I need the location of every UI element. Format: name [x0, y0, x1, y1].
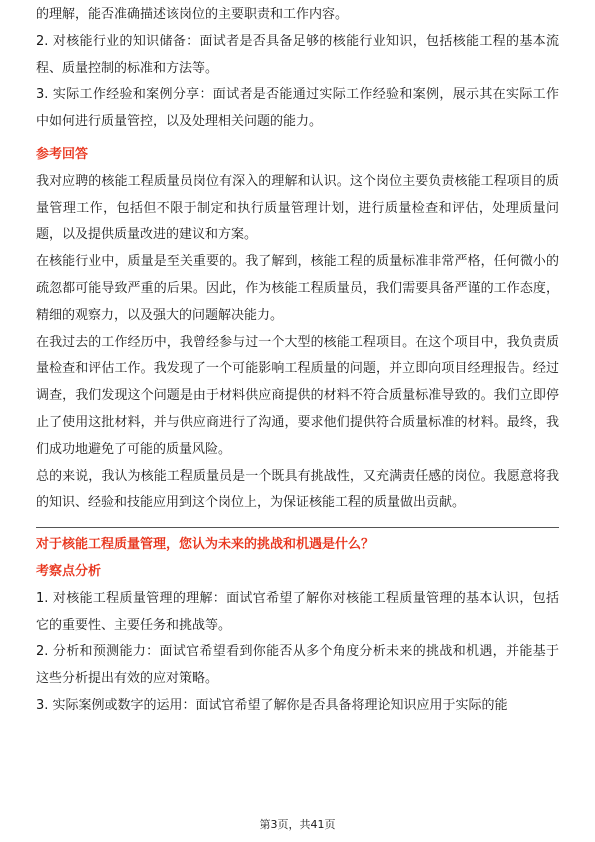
- criteria-item-3: 3. 实际工作经验和案例分享：面试者是否能通过实际工作经验和案例，展示其在实际工作中如何进行质量管控，以及处理相关问题的能力。: [36, 87, 559, 130]
- page-number: 第3页，共41页: [259, 818, 336, 831]
- analysis-point-2: 2. 分析和预测能力：面试官希望看到你能否从多个角度分析未来的挑战和机遇，并能基于这些分析提出有效的应对策略。: [36, 644, 559, 687]
- answer-paragraph: 我对应聘的核能工程质量员岗位有深入的理解和认识。这个岗位主要负责核能工程项目的质量管理工作，包括但不限于制定和执行质量管理计划，进行质量检查和评估，处理质量问题，以及提供质量改进的建议和方案。: [36, 173, 559, 243]
- criteria-continuation: 的理解，能否准确描述该岗位的主要职责和工作内容。: [36, 7, 349, 22]
- analysis-point-3: 3. 实际案例或数字的运用：面试官希望了解你是否具备将理论知识应用于实际的能: [36, 697, 508, 713]
- section-answer: [36, 142, 559, 517]
- question-title: 对于核能工程质量管理，您认为未来的挑战和机遇是什么？: [36, 537, 375, 553]
- analysis-point-1: 1. 对核能工程质量管理的理解：面试官希望了解你对核能工程质量管理的基本认识，包括它的重要性、主要任务和挑战等。: [36, 590, 559, 633]
- answer-paragraph: 在我过去的工作经历中，我曾经参与过一个大型的核能工程项目。在这个项目中，我负责质量检查和评估工作。我发现了一个可能影响工程质量的问题，并立即向项目经理报告。经过调查，我们发现这个问题是由于材料供应商提供的材料不符合质量标准导致的。我们立即停止了使用这批材料，并与供应商进行了沟通，要求他们提供符合质量标准的材料。最终，我们成功地避免了可能的质量风险。: [36, 334, 559, 457]
- section-criteria: [36, 0, 559, 136]
- answer-paragraph: 总的来说，我认为核能工程质量员是一个既具有挑战性，又充满责任感的岗位。我愿意将我的知识、经验和技能应用到这个岗位上，为保证核能工程的质量做出贡献。: [36, 468, 559, 511]
- analysis-heading: 考察点分析: [36, 563, 102, 579]
- answer-paragraph: 在核能行业中，质量是至关重要的。我了解到，核能工程的质量标准非常严格，任何微小的疏忽都可能导致严重的后果。因此，作为核能工程质量员，我们需要具备严谨的工作态度，精细的观察力，以及强大的问题解决能力。: [36, 254, 559, 323]
- section-question-2: [36, 532, 559, 720]
- section-divider: [36, 527, 559, 528]
- answer-heading: 参考回答: [36, 146, 89, 162]
- document-page: [36, 0, 559, 720]
- criteria-item-2: 2. 对核能行业的知识储备：面试者是否具备足够的核能行业知识，包括核能工程的基本流程、质量控制的标准和方法等。: [36, 33, 559, 76]
